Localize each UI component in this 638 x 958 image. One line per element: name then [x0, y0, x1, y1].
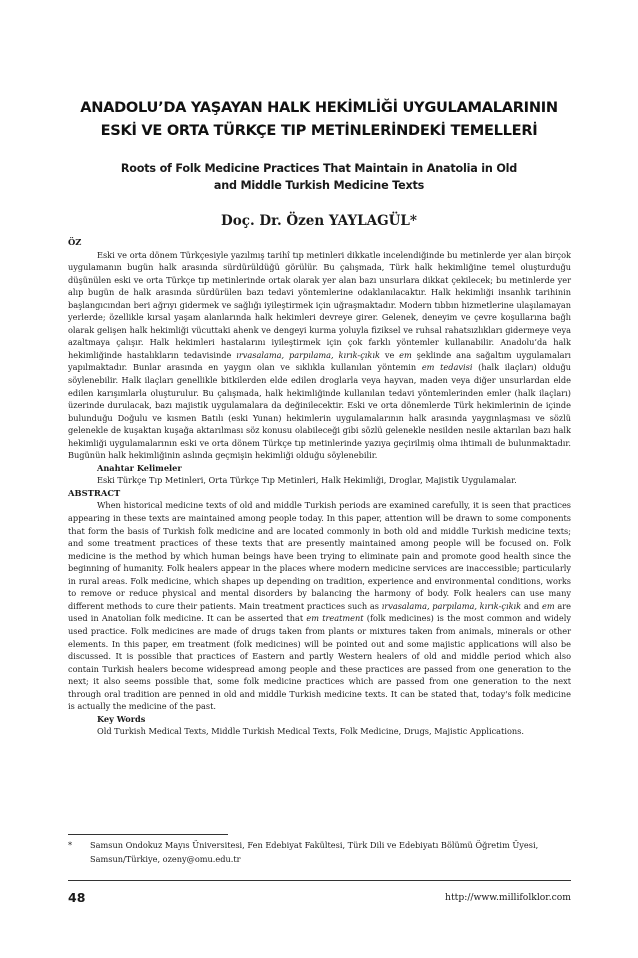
author-footnote-mark: *	[409, 213, 417, 229]
abstract-italic-em: em	[542, 600, 555, 611]
abstract-text-mid: and	[521, 600, 542, 611]
author-footnote	[68, 839, 571, 866]
oz-text-b: şeklinde ana sağaltım uygulamaları yapılmaktadır. Bunlar arasında en yaygın olan ve sıklıkla kullanılan yöntemin	[68, 349, 571, 373]
oz-heading: ÖZ	[68, 237, 82, 247]
abstract-heading: ABSTRACT	[68, 487, 121, 498]
abstract-keywords-heading: Key Words	[97, 713, 146, 724]
author-name: Doç. Dr. Özen YAYLAGÜL	[221, 213, 410, 229]
footnote-divider	[68, 834, 228, 835]
title-tr-line-1: ANADOLU’DA YAŞAYAN HALK HEKİMLİĞİ UYGULAMALARININ	[80, 99, 558, 116]
footnote-text: Samsun Ondokuz Mayıs Üniversitesi, Fen Edebiyat Fakültesi, Türk Dili ve Edebiyatı Bölümü Öğretim Üyesi, Samsun/Türkiye, ozeny@omu.edu.tr	[90, 840, 539, 864]
title-en-line-1: Roots of Folk Medicine Practices That Maintain in Anatolia in Old	[120, 162, 518, 175]
abstract-paragraph	[68, 499, 571, 712]
title-tr-line-2: ESKİ VE ORTA TÜRKÇE TIP METİNLERİNDEKİ TEMELLERİ	[100, 122, 538, 139]
oz-keywords-text: Eski Türkçe Tıp Metinleri, Orta Türkçe Tıp Metinleri, Halk Hekimliği, Droglar, Majistik Uygulamalar.	[97, 475, 517, 486]
abstract-italic-terms: ırvasalama, parpılama, kırık-çıkık	[381, 600, 522, 611]
article-title-english	[90, 160, 548, 194]
journal-url: http://www.millifolklor.com	[445, 892, 571, 903]
author-line	[0, 212, 638, 230]
footer-divider	[68, 880, 571, 881]
oz-text-a: Eski ve orta dönem Türkçesiyle yazılmış tarihî tıp metinleri dikkatle incelendiğinde bu metinlerde yer alan birçok uygulamanın bugün halk arasında sürdürüldüğü görülür. Bu çalışmada, Türk halk hekimliğine temel oluşturduğu düşünülen eski ve orta Türkçe tıp metinlerinde ortak olarak yer alan bazı unsurlara dikkat çekilecek; bu metinlerde yer alıp bugün de halk arasında sürdürülen bazı tedavi yöntemlerine odaklanılacaktır. Halk hekimliği insanlık tarihinin başlangıcından beri ağrıyı gidermek ve sağlığı iyileştirmek için uğraşmaktadır. Modern tıbbın hizmetlerine ulaşılamayan yerlerde; özellikle kırsal yaşam alanlarında halk hekimleri devreye girer. Gelenek, deneyim ve çevre koşullarına bağlı olarak gelişen halk hekimliği vücuttaki ahenk ve dengeyi kurma yoluyla fiziksel ve ruhsal rahatsızlıkları gidermeye veya azaltmaya çalışır. Halk hekimleri hastalarını iyileştirmek için çok farklı yöntemler kullanabilir. Anadolu’da halk hekimliğinde hastalıkların tedavisinde	[68, 249, 571, 360]
oz-keywords-heading: Anahtar Kelimeler	[97, 462, 182, 473]
oz-italic-em: em	[399, 349, 412, 360]
abstract-keywords-text: Old Turkish Medical Texts, Middle Turkish Medical Texts, Folk Medicine, Drugs, Majistic Applications.	[97, 726, 524, 737]
oz-italic-em-tedavisi: em tedavisi	[421, 362, 473, 373]
oz-text-c: (halk ilaçları) olduğu söylenebilir. Halk ilaçları genellikle bitkilerden elde edilen droglarla veya hayvan, maden veya diğer unsurlardan elde edilen karışımlarla oluşturulur. Bu çalışmada, halk hekimliğinde kullanılan tedavi yöntemlerinden emler (halk ilaçları) üzerinde durulacak, bazı majistik uygulamalara da değinilecektir. Eski ve orta dönemlerde Türk hekimlerinin de içinde bulunduğu Doğulu ve kısmen Batılı (eski Yunan) hekimlerin uygulamalarının halk arasında yaygınlaşması ve sözlü gelenekle de kuşaktan kuşağa aktarılması söz konusu olabileceği gibi sözlü gelenekle nesilden nesile aktarılan bazı halk hekimliği uygulamalarının eski ve orta dönem Türkçe tıp metinlerinde yazıya geçirilmiş olma ihtimali de bulunmaktadır. Bugünün halk hekimliğinin aslında geçmişin hekimliği olduğu söylenebilir.	[68, 362, 571, 461]
abstract-text-b: are used in Anatolian folk medicine. It can be asserted that	[68, 600, 571, 624]
footnote-mark: *	[68, 840, 73, 850]
page-number: 48	[68, 890, 86, 905]
oz-text-mid: ve	[379, 349, 400, 360]
abstract-italic-em-treatment: em treatment	[306, 613, 364, 624]
abstract-text-c: (folk medicines) is the most common and widely used practice. Folk medicines are made of drugs taken from plants or mixtures taken from animals, minerals or other elements. In this paper, em treatment (folk medicines) will be pointed out and some majistic applications will also be discussed. It is possible that practices of Eastern and partly Western healers of old and middle period which also contain Turkish healers become widespread among people and these practices are passed from one generation to the next; it also seems possible that, some folk medicine practices which are passed from one generation to the next through oral tradition are penned in old and middle Turkish medicine texts. It can be stated that, today's folk medicine is actually the medicine of the past.	[68, 613, 571, 712]
article-body	[68, 236, 571, 738]
title-en-line-2: and Middle Turkish Medicine Texts	[213, 179, 425, 192]
abstract-text-a: When historical medicine texts of old and middle Turkish periods are examined carefully, it is seen that practices appearing in these texts are maintained among people today. In this paper, attention will be drawn to some components that form the basis of Turkish folk medicine and are located commonly in both old and middle Turkish medicine texts; and some treatment practices of these texts that are presently maintained among people will be focused on. Folk medicine is the method by which human beings have been trying to eliminate pain and promote good health since the beginning of humanity. Folk healers appear in the places where modern medicine services are inaccessible; particularly in rural areas. Folk medicine, which shapes up depending on tradition, experience and environmental conditions, works to remove or reduce physical and mental disorders by balancing the harmony of body. Folk healers can use many different methods to cure their patients. Main treatment practices such as	[68, 500, 571, 611]
article-title-turkish	[40, 96, 598, 142]
oz-paragraph	[68, 249, 571, 462]
oz-italic-terms: ırvasalama, parpılama, kırık-çıkık	[236, 349, 380, 360]
